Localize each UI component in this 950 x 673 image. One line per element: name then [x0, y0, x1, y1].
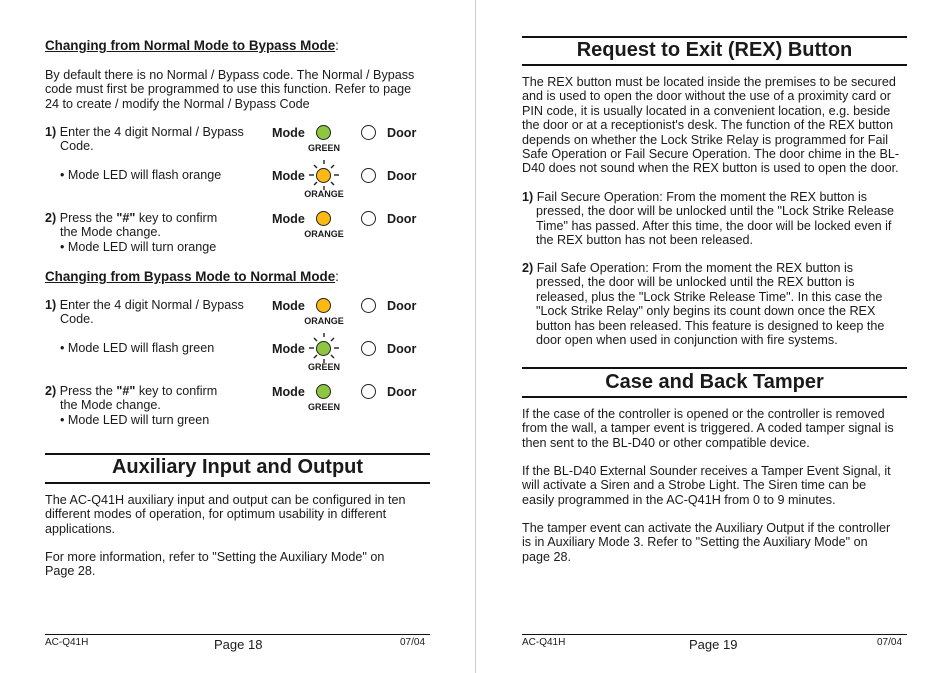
aux-paragraph-1: The AC-Q41H auxiliary input and output can be configured in ten different modes of operation, for optimum usability in different applications. — [45, 493, 406, 536]
mode-led-orange-flashing — [316, 168, 331, 183]
led-caption: ORANGE — [304, 316, 344, 326]
led-mode-label: Mode — [272, 212, 305, 226]
tamper-title-rule-bottom — [522, 396, 907, 398]
led-door-label: Door — [387, 385, 417, 399]
led-mode-label: Mode — [272, 299, 305, 313]
nb-step-2: 2) Press the "#" key to confirm the Mode change. — [45, 211, 218, 240]
rex-title: Request to Exit (REX) Button — [576, 39, 853, 61]
rex-intro: The REX button must be located inside the premises to be secured and is used to open the door without the use of a proximity card or PIN code, it is usually located in a convenient location, e.g. beside the door or at a receptionist's desk. The function of the REX button depends on whether the Lock Strike Relay is programmed for Fail Safe Operation or Fail Secure Operation. The door chime in the BL- D40 does not sound when the REX button is used to open the door. — [522, 75, 900, 176]
door-led — [361, 211, 376, 226]
led-door-label: Door — [387, 299, 417, 313]
tamper-title: Case and Back Tamper — [605, 371, 824, 393]
rex-item-2: 2) Fail Safe Operation: From the moment the REX button is pressed, the door will be unlocked until the REX button is released, plus the "Lock Strike Release Time". In this case the "Lock Strike Relay" only begins its count down once the REX button has been released. This feature is designed to keep the door open when used in conjunction with fire systems. — [522, 261, 885, 348]
led-caption: GREEN — [307, 402, 340, 412]
led-mode-label: Mode — [272, 169, 305, 183]
door-led — [361, 125, 376, 140]
led-caption: ORANGE — [304, 189, 344, 199]
nb-bullet-1: • Mode LED will flash orange — [60, 168, 222, 182]
led-door-label: Door — [387, 342, 417, 356]
led-door-label: Door — [387, 126, 417, 140]
bn-step-1: 1) Enter the 4 digit Normal / Bypass Code. — [45, 298, 244, 327]
aux-title-rule-bottom — [45, 482, 430, 484]
footer-date: 07/04 — [877, 637, 903, 648]
bn-step-2: 2) Press the "#" key to confirm the Mode change. — [45, 384, 218, 413]
led-door-label: Door — [387, 169, 417, 183]
door-led — [361, 168, 376, 183]
mode-led-green — [316, 125, 331, 140]
led-caption: ORANGE — [304, 229, 344, 239]
nb-bullet-2: • Mode LED will turn orange — [60, 240, 217, 254]
led-mode-label: Mode — [272, 385, 305, 399]
led-door-label: Door — [387, 212, 417, 226]
led-caption: GREEN — [307, 143, 340, 153]
normal-to-bypass-heading: Changing from Normal Mode to Bypass Mode: — [45, 38, 339, 53]
rex-title-rule-bottom — [522, 64, 907, 66]
mode-led-green-flashing — [316, 341, 331, 356]
footer-rule — [522, 634, 907, 635]
mode-led-orange — [316, 211, 331, 226]
footer-page-number: Page 19 — [689, 637, 738, 652]
right-page — [476, 0, 950, 673]
led-caption: GREEN — [307, 362, 340, 372]
tamper-paragraph-1: If the case of the controller is opened or the controller is removed from the wall, a tamper event is triggered. A coded tamper signal is then sent to the BL-D40 or other compatible device. — [522, 407, 894, 450]
mode-led-orange — [316, 298, 331, 313]
door-led — [361, 384, 376, 399]
door-led — [361, 341, 376, 356]
footer-date: 07/04 — [400, 637, 426, 648]
tamper-paragraph-3: The tamper event can activate the Auxiliary Output if the controller is in Auxiliary Mode 3. Refer to "Setting the Auxiliary Mode" on page 28. — [522, 521, 891, 564]
led-mode-label: Mode — [272, 342, 305, 356]
door-led — [361, 298, 376, 313]
aux-title: Auxiliary Input and Output — [111, 456, 364, 478]
bypass-to-normal-heading: Changing from Bypass Mode to Normal Mode: — [45, 269, 339, 284]
mode-led-green — [316, 384, 331, 399]
footer-model: AC-Q41H — [522, 637, 566, 648]
rex-item-1: 1) Fail Secure Operation: From the moment the REX button is pressed, the door will be unlocked until the "Lock Strike Release Time" has passed. After this time, the door will be locked even if the REX button has not been released. — [522, 190, 894, 248]
bn-bullet-1: • Mode LED will flash green — [60, 341, 215, 355]
footer-page-number: Page 18 — [214, 637, 263, 652]
normal-to-bypass-intro: By default there is no Normal / Bypass code. The Normal / Bypass code must first be programmed to use this function. Refer to page 24 to create / modify the Normal / Bypass Code — [45, 68, 415, 111]
footer-model: AC-Q41H — [45, 637, 89, 648]
tamper-paragraph-2: If the BL-D40 External Sounder receives a Tamper Event Signal, it will activate a Siren and a Strobe Light. The Siren time can be easily programmed in the AC-Q41H from 0 to 9 minutes. — [522, 464, 891, 507]
bn-bullet-2: • Mode LED will turn green — [60, 413, 210, 427]
footer-rule — [45, 634, 430, 635]
aux-paragraph-2: For more information, refer to "Setting the Auxiliary Mode" on Page 28. — [45, 550, 385, 579]
nb-step-1: 1) Enter the 4 digit Normal / Bypass Code. — [45, 125, 244, 154]
led-mode-label: Mode — [272, 126, 305, 140]
tamper-title-rule-top — [522, 367, 907, 369]
